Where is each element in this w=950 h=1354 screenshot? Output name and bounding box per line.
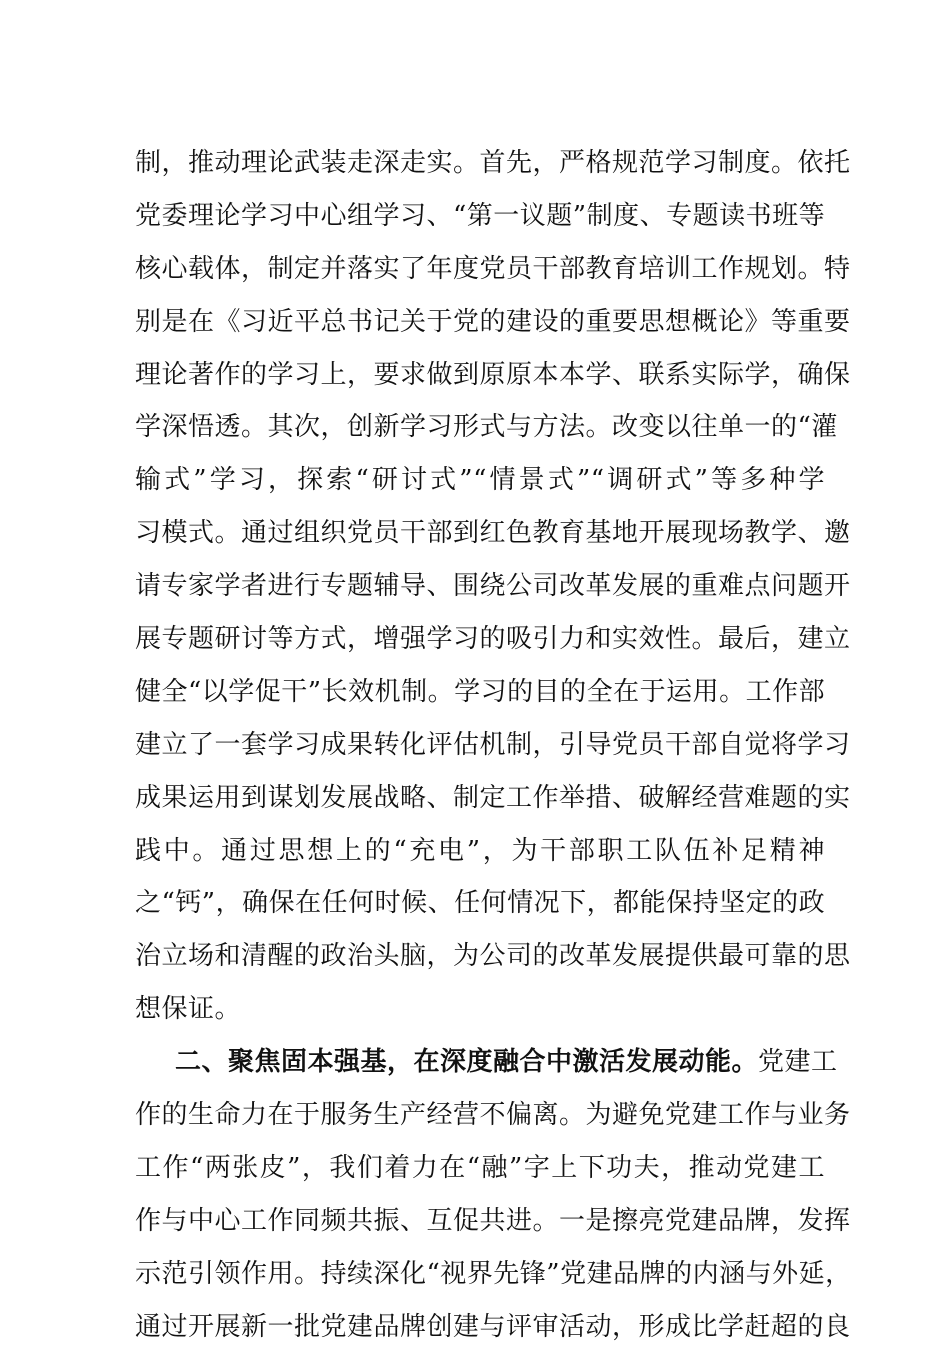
text-line: 核心载体，制定并落实了年度党员干部教育培训工作规划。特 xyxy=(135,253,851,284)
text-line: 展专题研讨等方式，增强学习的吸引力和实效性。最后，建立 xyxy=(135,624,851,655)
text-line: 作与中心工作同频共振、互促共进。一是擦亮党建品牌，发挥 xyxy=(135,1205,851,1236)
text-line: 输式”学习，探索“研讨式”“情景式”“调研式”等多种学 xyxy=(135,465,825,496)
text-line: 之“钙”，确保在任何时候、任何情况下，都能保持坚定的政 xyxy=(135,888,826,919)
heading-line-rest: 党建工 xyxy=(758,1047,838,1078)
text-line: 习模式。通过组织党员干部到红色教育基地开展现场教学、邀 xyxy=(135,518,851,549)
text-line: 践中。通过思想上的“充电”，为干部职工队伍补足精神 xyxy=(135,835,825,866)
text-line: 作的生命力在于服务生产经营不偏离。为避免党建工作与业务 xyxy=(135,1100,851,1131)
text-line: 示范引领作用。持续深化“视界先锋”党建品牌的内涵与外延， xyxy=(135,1258,852,1289)
body-text xyxy=(135,137,852,1353)
text-line: 学深悟透。其次，创新学习形式与方法。改变以往单一的“灌 xyxy=(135,412,838,443)
text-line: 制，推动理论武装走深走实。首先，严格规范学习制度。依托 xyxy=(135,148,851,178)
paragraph-party-building-integration xyxy=(135,1036,852,1353)
section-heading: 二、聚焦固本强基，在深度融合中激活发展动能。 xyxy=(175,1047,759,1078)
text-line: 建立了一套学习成果转化评估机制，引导党员干部自觉将学习 xyxy=(135,729,851,760)
text-line: 别是在《习近平总书记关于党的建设的重要思想概论》等重要 xyxy=(135,306,851,337)
text-line: 请专家学者进行专题辅导、围绕公司改革发展的重难点问题开 xyxy=(135,571,851,602)
text-line: 理论著作的学习上，要求做到原原本本学、联系实际学，确保 xyxy=(135,359,851,390)
heading-line xyxy=(135,1036,838,1089)
text-line: 健全“以学促干”长效机制。学习的目的全在于运用。工作部 xyxy=(135,676,826,707)
text-line: 党委理论学习中心组学习、“第一议题”制度、专题读书班等 xyxy=(135,200,826,231)
text-line: 治立场和清醒的政治头脑，为公司的改革发展提供最可靠的思 xyxy=(135,941,851,972)
paragraph-theory-study xyxy=(135,137,851,1036)
text-line: 想保证。 xyxy=(135,994,242,1025)
text-line: 成果运用到谋划发展战略、制定工作举措、破解经营难题的实 xyxy=(135,782,851,813)
text-line: 通过开展新一批党建品牌创建与评审活动，形成比学赶超的良 xyxy=(135,1311,851,1342)
text-line: 工作“两张皮”，我们着力在“融”字上下功夫，推动党建工 xyxy=(135,1152,825,1183)
